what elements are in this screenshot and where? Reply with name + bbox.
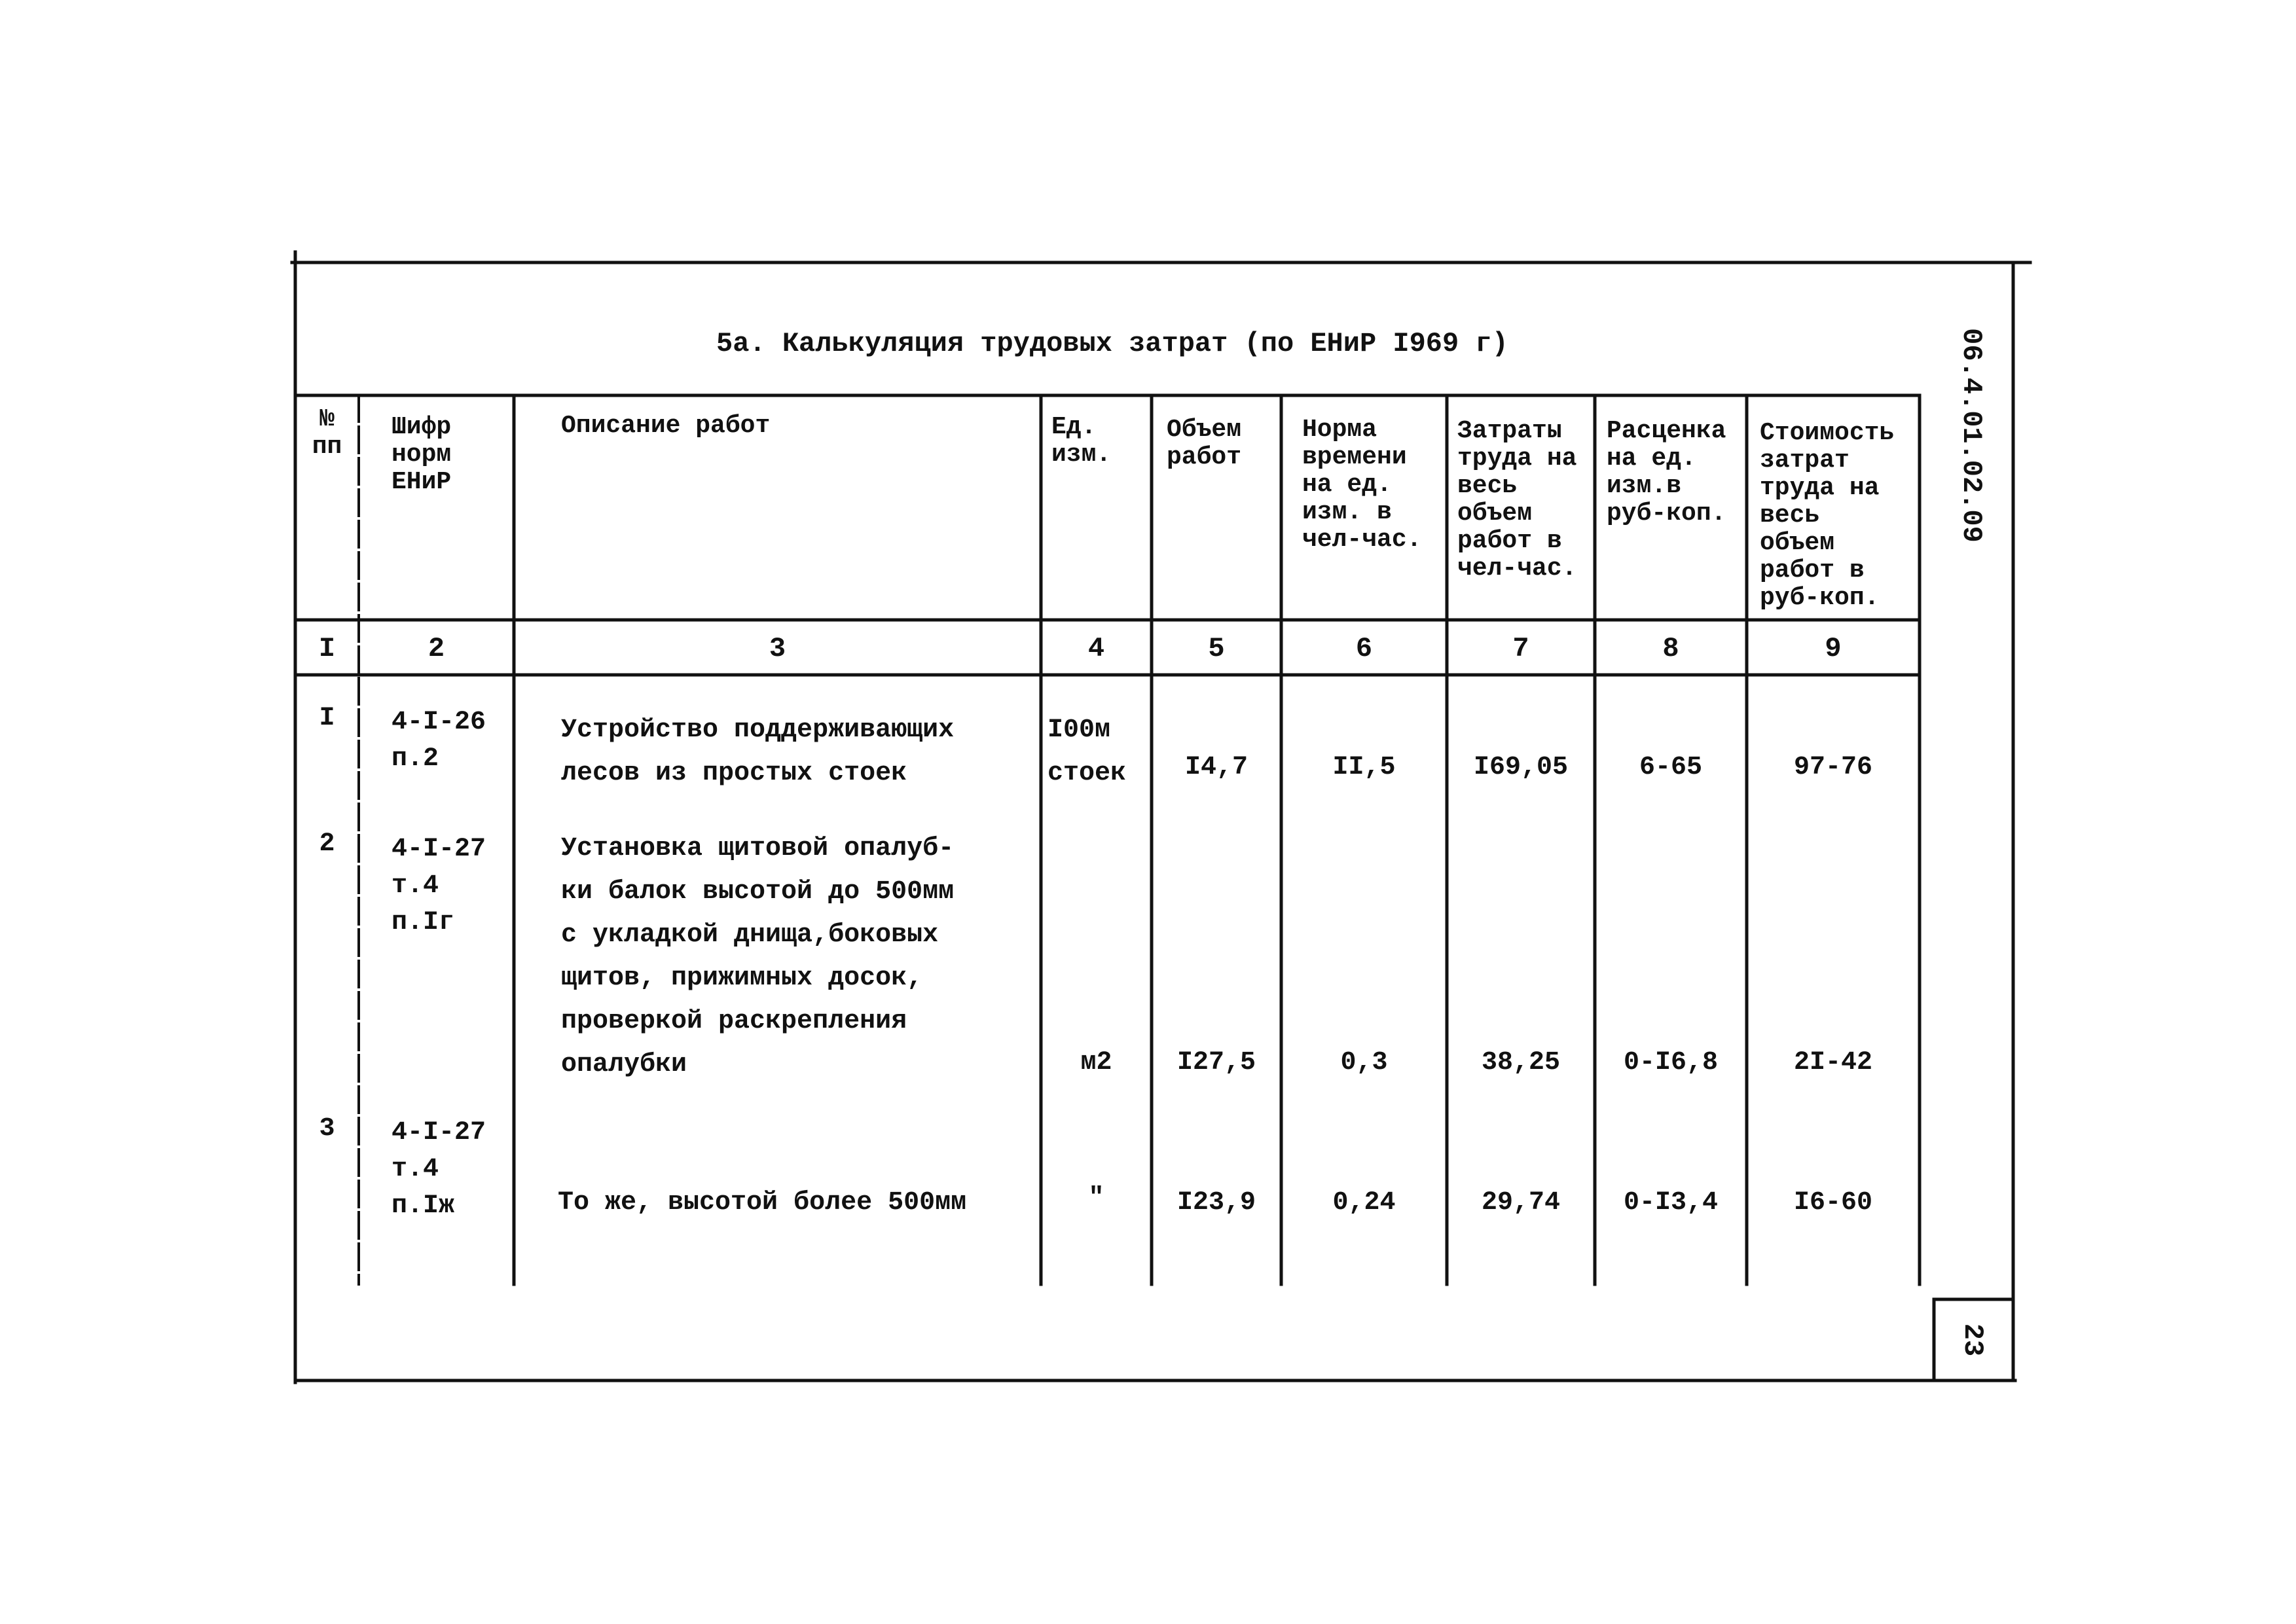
row-rate: 0-I3,4	[1623, 1188, 1719, 1218]
row-labor-total: 38,25	[1481, 1048, 1561, 1077]
row-volume: I27,5	[1176, 1048, 1256, 1077]
row-labor-total: I69,05	[1473, 753, 1569, 782]
row-rate: 6-65	[1639, 753, 1702, 782]
column-number: 3	[769, 633, 786, 664]
row-number: 2	[319, 829, 335, 859]
header-time-norm: Норма времени на ед. изм. в чел-час.	[1302, 416, 1422, 554]
row-time-norm: 0,24	[1332, 1188, 1396, 1218]
row-rate: 0-I6,8	[1623, 1048, 1719, 1077]
row-norm-code: 4-I-26 п.2	[392, 708, 486, 774]
row-unit: I00м стоек	[1048, 715, 1127, 788]
column-number: 8	[1662, 633, 1679, 664]
column-number: I	[318, 633, 336, 664]
row-norm-code: 4-I-27 т.4 п.Iг	[392, 835, 486, 937]
row-time-norm: 0,3	[1340, 1048, 1388, 1077]
row-number: I	[319, 704, 335, 733]
row-cost: 2I-42	[1793, 1048, 1873, 1077]
row-labor-total: 29,74	[1481, 1188, 1561, 1218]
row-unit: "	[1088, 1183, 1104, 1213]
row-norm-code: 4-I-27 т.4 п.Iж	[392, 1118, 486, 1221]
header-unit: Ед. изм.	[1051, 413, 1112, 469]
header-description: Описание работ	[561, 412, 771, 440]
header-norm-code: Шифр норм ЕНиР	[392, 413, 452, 496]
header-number: № пп	[312, 405, 342, 461]
row-volume: I23,9	[1176, 1188, 1256, 1218]
document-code: 06.4.01.02.09	[1956, 328, 1987, 543]
page-number: 23	[1957, 1323, 1988, 1357]
column-number: 2	[428, 633, 445, 664]
row-cost: 97-76	[1793, 753, 1873, 782]
header-rate: Расценка на ед. изм.в руб-коп.	[1607, 417, 1726, 528]
column-number: 5	[1208, 633, 1225, 664]
column-number: 7	[1512, 633, 1529, 664]
column-number: 4	[1087, 633, 1105, 664]
header-cost: Стоимость затрат труда на весь объем работ в руб-коп.	[1760, 419, 1895, 612]
header-labor-total: Затраты труда на весь объем работ в чел-час.	[1457, 417, 1577, 583]
page-title: 5а. Калькуляция трудовых затрат (по ЕНиР I969 г)	[716, 328, 1508, 359]
row-cost: I6-60	[1793, 1188, 1873, 1218]
row-description: Установка щитовой опалуб- ки балок высотой до 500мм с укладкой днища,боковых щитов, прижимных досок, проверкой раскрепления опалубки	[561, 834, 955, 1079]
column-number: 9	[1825, 633, 1842, 664]
row-description: Устройство поддерживающих лесов из простых стоек	[561, 715, 955, 788]
row-description: То же, высотой более 500мм	[558, 1188, 967, 1218]
column-number: 6	[1355, 633, 1373, 664]
row-time-norm: II,5	[1332, 753, 1396, 782]
header-volume: Объем работ	[1167, 416, 1242, 471]
row-number: 3	[319, 1114, 335, 1144]
row-volume: I4,7	[1184, 753, 1248, 782]
row-unit: м2	[1080, 1048, 1112, 1077]
